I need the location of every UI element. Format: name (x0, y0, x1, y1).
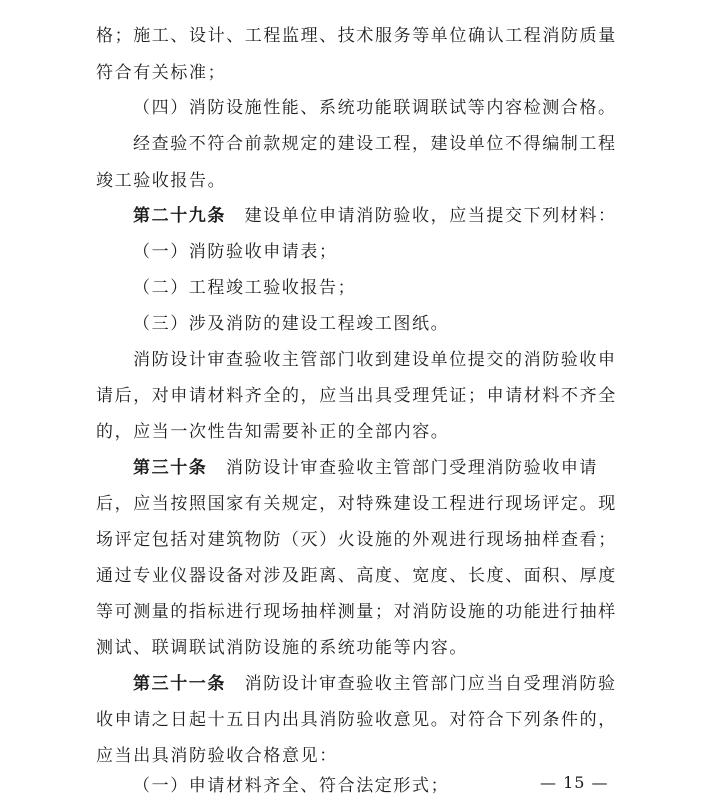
text-line: 通过专业仪器设备对涉及距离、高度、宽度、长度、面积、厚度 (96, 566, 617, 586)
article-spacer (207, 458, 226, 478)
article-line (133, 665, 617, 703)
text-line: （三）涉及消防的建设工程竣工图纸。 (133, 314, 450, 334)
article-text: 消防设计审查验收主管部门受理消防验收申请 (226, 458, 599, 478)
text-line: 的，应当一次性告知需要补正的全部内容。 (96, 422, 450, 442)
text-line: 格；施工、设计、工程监理、技术服务等单位确认工程消防质量 (96, 26, 617, 46)
article-heading: 第二十九条 (133, 206, 226, 226)
text-line: （二）工程竣工验收报告； (133, 278, 357, 298)
text-line: 等可测量的指标进行现场抽样测量；对消防设施的功能进行抽样 (96, 602, 617, 622)
text-line: 消防设计审查验收主管部门收到建设单位提交的消防验收申 (133, 350, 617, 370)
text-line: 符合有关标准； (96, 63, 227, 83)
article-heading: 第三十一条 (133, 674, 226, 694)
text-line: 竣工验收报告。 (96, 171, 227, 191)
text-line: （一）申请材料齐全、符合法定形式； (133, 776, 450, 796)
text-line: 场评定包括对建筑物防（灭）火设施的外观进行现场抽样查看； (96, 530, 617, 550)
text-line: 后，应当按照国家有关规定，对特殊建设工程进行现场评定。现 (96, 494, 617, 514)
text-line: 收申请之日起十五日内出具消防验收意见。对符合下列条件的， (96, 710, 617, 730)
article-spacer (226, 206, 245, 226)
text-line: 经查验不符合前款规定的建设工程，建设单位不得编制工程 (133, 134, 617, 154)
article-text: 建设单位申请消防验收，应当提交下列材料： (244, 206, 617, 226)
text-line: 应当出具消防验收合格意见： (96, 746, 338, 766)
article-heading: 第三十条 (133, 458, 208, 478)
article-spacer (226, 674, 245, 694)
article-line (133, 197, 617, 235)
article-line (133, 449, 598, 487)
text-line: 测试、联调联试消防设施的系统功能等内容。 (96, 638, 468, 658)
page-number: — 15 — (540, 773, 609, 792)
article-text: 消防设计审查验收主管部门应当自受理消防验 (244, 674, 617, 694)
text-line: （四）消防设施性能、系统功能联调联试等内容检测合格。 (133, 98, 617, 118)
text-line: 请后，对申请材料齐全的，应当出具受理凭证；申请材料不齐全 (96, 386, 617, 406)
text-line: （一）消防验收申请表； (133, 242, 338, 262)
